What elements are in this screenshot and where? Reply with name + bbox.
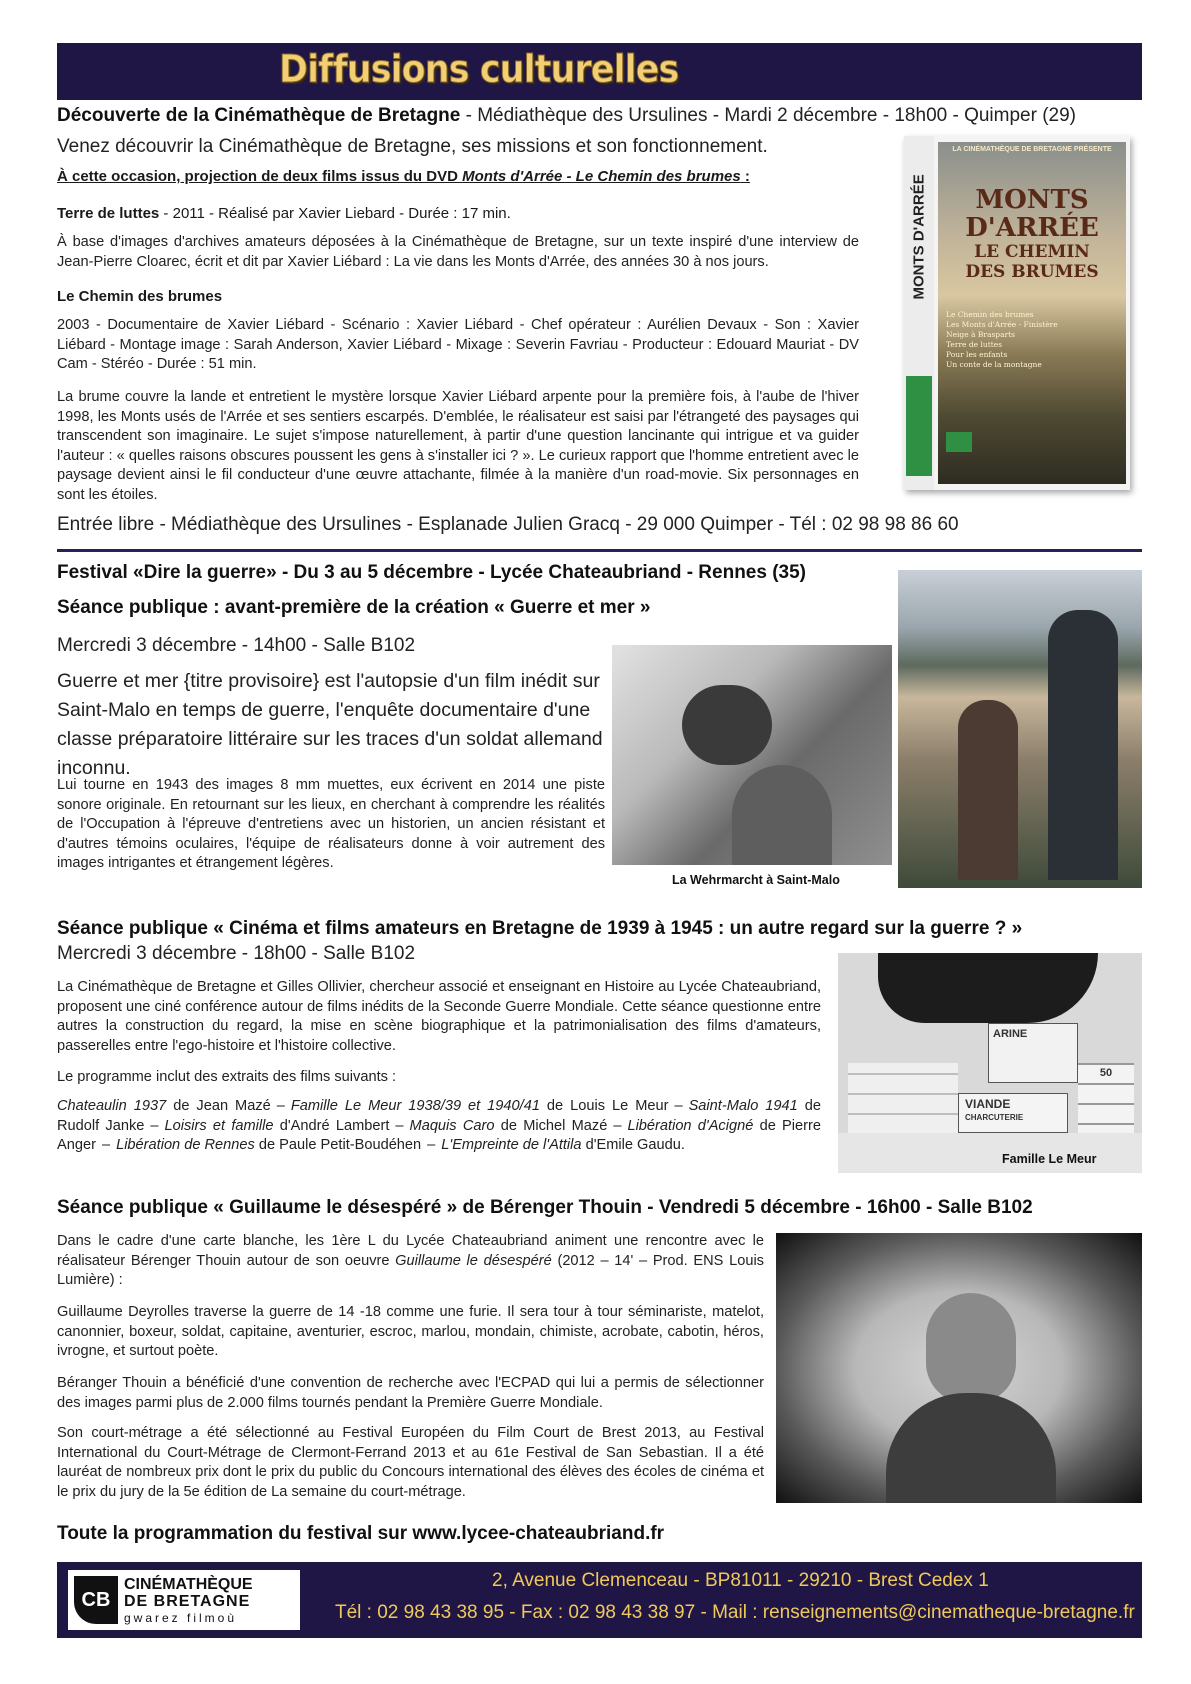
entry-info: Entrée libre - Médiathèque des Ursulines - Esplanade Julien Gracq - 29 000 Quimper - Tél : 02 98 98 86 60 — [57, 514, 959, 535]
dvd-spine-band — [906, 376, 932, 476]
film-separator: – — [276, 1098, 285, 1114]
section4-p1-title: Guillaume le désespéré — [395, 1252, 552, 1269]
dvd-spine — [904, 136, 934, 490]
film2-description: La brume couvre la lande et entretient le mystère lorsque Xavier Liébard arpente pour la première fois, à l'aube de l'hiver 1998, les Monts usés de l'Arrée et ses sentiers escarpés. D'emblée, le réalisateur est saisi par l'étrangeté des paysages qui transcendent son imaginaire. Le sujet s'impose naturellement, à partir d'une question lancinante qui intrigue et va guider l'auteur : « quelles raisons obscures poussent les gens à s'installer ici ? ». Le curieux rapport que l'homme entretient avec le paysage devient ainsi le fil conducteur d'une œuvre attachante, filmée à la manière d'un road-movie. Six personnages en sont les étoiles. — [57, 389, 859, 503]
film-author: d'André Lambert — [273, 1117, 390, 1134]
ration-tickets-photo — [838, 953, 1142, 1173]
section1-intro: Venez découvrir la Cinémathèque de Bretagne, ses missions et son fonctionnement. — [57, 136, 768, 157]
film-title: Libération de Rennes — [116, 1137, 255, 1153]
film-title: Maquis Caro — [409, 1117, 495, 1134]
glove-shape — [878, 953, 1098, 1023]
film-author: de Michel Mazé — [494, 1117, 608, 1134]
projection-suffix: : — [740, 168, 750, 185]
wehrmacht-photo — [612, 645, 892, 865]
section1-title: Découverte de la Cinémathèque de Bretagne — [57, 105, 461, 126]
film2-title: Le Chemin des brumes — [57, 288, 223, 305]
section3-programme: Le programme inclut des extraits des films suivants : — [57, 1069, 397, 1085]
section1-heading — [57, 105, 1147, 127]
projection-prefix: À cette occasion, projection de deux films issus du DVD — [57, 168, 463, 185]
ticket-farine: ARINE — [988, 1023, 1078, 1083]
film-title: Famille Le Meur 1938/39 et 1940/41 — [290, 1098, 540, 1114]
film-author: de Jean Mazé — [166, 1098, 271, 1114]
film1-meta: - 2011 - Réalisé par Xavier Liebard - Durée : 17 min. — [159, 205, 511, 222]
ticket-viande — [958, 1093, 1068, 1133]
camera-shape — [682, 685, 772, 765]
dvd-list-2: Les Monts d'Arrée - Finistère — [946, 320, 1058, 329]
footer-contact[interactable]: Tél : 02 98 43 38 95 - Fax : 02 98 43 38 97 - Mail : renseignements@cinematheque-bretagne.fr — [335, 1602, 1135, 1623]
section4-p2: Guillaume Deyrolles traverse la guerre de 14 -18 comme une furie. Il sera tour à tour séminariste, matelot, canonnier, boxeur, soldat, capitaine, aventurier, escroc, marlou, mondain, chimiste, acrobate, cabotin, héros, ivrogne, et surtout poète. — [57, 1304, 764, 1359]
figure-shape — [732, 765, 832, 865]
dvd-list-6: Un conte de la montagne — [946, 360, 1042, 369]
aviator-head — [926, 1293, 1016, 1403]
film-separator: – — [395, 1117, 404, 1134]
dvd-logo-mark — [946, 432, 972, 452]
dvd-title-l4: DES BRUMES — [965, 262, 1099, 282]
dvd-list-5: Pour les enfants — [946, 350, 1008, 359]
dvd-front — [938, 142, 1126, 484]
film-author: de Pierre Anger — [57, 1117, 821, 1153]
footer-logo — [68, 1570, 300, 1630]
section2-subheading: Séance publique : avant-première de la création « Guerre et mer » — [57, 597, 651, 618]
student-figure-2 — [958, 700, 1018, 880]
section4-heading: Séance publique « Guillaume le désespéré » de Bérenger Thouin - Vendredi 5 décembre - 16h00 - Salle B102 — [57, 1197, 1033, 1218]
banner — [57, 43, 1142, 100]
film-author: de Louis Le Meur — [539, 1098, 669, 1114]
film-title: Saint-Malo 1941 — [688, 1098, 798, 1114]
dvd-list-1: Le Chemin des brumes — [946, 310, 1034, 319]
film-author: d'Emile Gaudu. — [581, 1137, 685, 1153]
film-author: de Paule Petit-Boudéhen — [254, 1137, 422, 1153]
students-photo — [898, 570, 1142, 888]
section3-when: Mercredi 3 décembre - 18h00 - Salle B102 — [57, 943, 416, 964]
film-author: de Rudolf Janke — [57, 1098, 821, 1134]
aviator-body — [886, 1393, 1056, 1503]
dvd-title-l2: D'ARRÉE — [965, 213, 1099, 243]
film1-description: À base d'images d'archives amateurs déposées à la Cinémathèque de Bretagne, sur un texte inspiré d'une interview de Jean-Pierre Cloarec, écrit et dit par Xavier Liébard : La vie dans les Monts d'Arrée, des années 30 à nos jours. — [57, 234, 859, 270]
ticket-viande-label: VIANDE — [965, 1097, 1011, 1111]
caption-wehrmacht: La Wehrmarcht à Saint-Malo — [672, 873, 840, 887]
dvd-title — [938, 186, 1126, 282]
logo-mark: CB — [74, 1576, 118, 1624]
section4-p4: Son court-métrage a été sélectionné au Festival Européen du Film Court de Brest 2013, au Festival International du Court-Métrage de Clermont-Ferrand 2013 et au 61e Festival de San Sebastian. Il a été lauréat de nombreux prix dont le prix du public du Concours international des élèves des écoles de cinéma et le prix du jury de la 5e édition de La semaine du court-métrage. — [57, 1425, 764, 1500]
ticket-charcuterie-label: CHARCUTERIE — [965, 1113, 1024, 1122]
ticket-50: 50 — [1078, 1063, 1134, 1143]
film-separator: – — [613, 1117, 622, 1134]
section3-film-list — [57, 1097, 821, 1156]
dvd-cover — [904, 136, 1130, 490]
dvd-list-3: Neige à Brasparts — [946, 330, 1016, 339]
section4-p1 — [57, 1232, 764, 1291]
section4-p1-b: (2012 – 14' – Prod. ENS Louis Lumière) : — [57, 1252, 764, 1288]
dvd-list-4: Terre de luttes — [946, 340, 1003, 349]
film2-meta: 2003 - Documentaire de Xavier Liébard - Scénario : Xavier Liébard - Chef opérateur : Aurélien Devaux - Son : Xavier Liébard - Montage image : Sarah Anderson, Xavier Liébard - Mixage : Severin Favriau - Producteur : Edouard Mauriat - DV Cam - Stéréo - Durée : 51 min. — [57, 317, 859, 372]
dvd-top-text: LA CINÉMATHÈQUE DE BRETAGNE PRÉSENTE — [952, 146, 1112, 153]
section2-heading: Festival «Dire la guerre» - Du 3 au 5 décembre - Lycée Chateaubriand - Rennes (35) — [57, 562, 807, 583]
section3-heading: Séance publique « Cinéma et films amateurs en Bretagne de 1939 à 1945 : un autre regard sur la guerre ? » — [57, 918, 1023, 939]
logo-line1: CINÉMATHÈQUE — [124, 1576, 253, 1593]
film1-title: Terre de luttes — [57, 205, 160, 222]
film-separator: – — [101, 1137, 111, 1153]
dvd-film-list — [946, 310, 1122, 370]
section2-when: Mercredi 3 décembre - 14h00 - Salle B102 — [57, 635, 416, 656]
banner-title: Diffusions culturelles — [279, 47, 679, 91]
footer — [57, 1562, 1142, 1638]
footer-address: 2, Avenue Clemenceau - BP81011 - 29210 - Brest Cedex 1 — [492, 1570, 989, 1591]
section1-heading-meta: - Médiathèque des Ursulines - Mardi 2 décembre - 18h00 - Quimper (29) — [460, 105, 1077, 126]
dvd-spine-title: MONTS D'ARRÉE — [910, 174, 928, 300]
film-separator: – — [427, 1137, 436, 1153]
projection-title: Monts d'Arrée - Le Chemin des brumes — [462, 168, 741, 185]
section4-p1-a: Dans le cadre d'une carte blanche, les 1ère L du Lycée Chateaubriand animent une rencontre avec le réalisateur Bérenger Thouin autour de son oeuvre — [57, 1233, 764, 1269]
dvd-title-l3: LE CHEMIN — [974, 242, 1090, 262]
student-figure — [1048, 610, 1118, 880]
film-title: L'Empreinte de l'Attila — [441, 1137, 582, 1153]
film-separator: – — [150, 1117, 159, 1134]
logo-line2: DE BRETAGNE — [124, 1593, 251, 1610]
projection-line — [57, 168, 857, 185]
film1-header — [57, 205, 857, 222]
film-separator: – — [674, 1098, 683, 1114]
section2-description: Lui tourne en 1943 des images 8 mm muettes, eux écrivent en 2014 une piste sonore originale. En retournant sur les lieux, en cherchant à comprendre les réalités de l'Occupation à l'épreuve d'entretiens avec un historien, un ancien résistant et d'autres témoins oculaires, l'équipe de réalisateurs donne à voir autrement des images intrigantes et étrangement légères. — [57, 777, 605, 871]
guillaume-photo — [776, 1233, 1142, 1503]
film-title: Loisirs et famille — [164, 1117, 274, 1134]
programme-link[interactable]: Toute la programmation du festival sur www.lycee-chateaubriand.fr — [57, 1523, 665, 1544]
section4-p3: Béranger Thouin a bénéficié d'une convention de recherche avec l'ECPAD qui lui a permis de sélectionner des images parmi plus de 2.000 films tournés pendant la Première Guerre Mondiale. — [57, 1375, 764, 1411]
logo-text — [124, 1576, 253, 1627]
section2-lead: Guerre et mer {titre provisoire} est l'autopsie d'un film inédit sur Saint-Malo en temps de guerre, l'enquête documentaire d'une classe préparatoire littéraire sur les traces d'un soldat allemand inconnu. — [57, 670, 603, 779]
caption-famille: Famille Le Meur — [1002, 1152, 1097, 1166]
logo-line3: gwarez filmoù — [124, 1611, 238, 1625]
divider-1 — [57, 549, 1142, 552]
film-title: Libération d'Acigné — [627, 1117, 754, 1134]
section3-description: La Cinémathèque de Bretagne et Gilles Ollivier, chercheur associé et enseignant en Histoire au Lycée Chateaubriand, proposent une ciné conférence autour de films inédits de la Seconde Guerre Mondiale. Cette séance questionne entre autres la construction du regard, la mise en scène biographique et la patrimonialisation des films d'amateurs, passerelles entre l'ego-histoire et l'histoire collective. — [57, 979, 821, 1054]
film-title: Chateaulin 1937 — [57, 1098, 167, 1114]
dvd-title-l1: MONTS — [975, 185, 1089, 215]
